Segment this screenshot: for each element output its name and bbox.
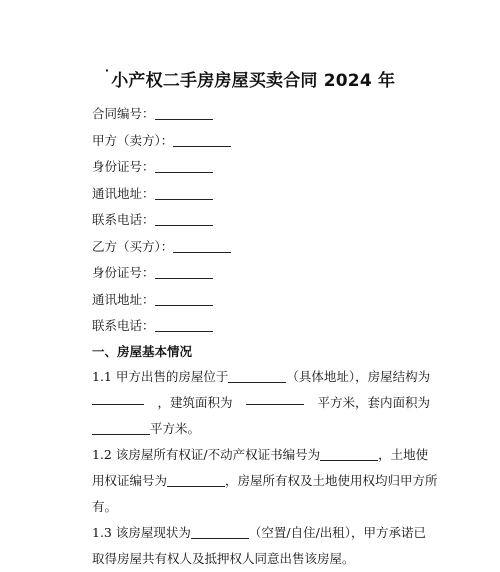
party-a-address-field (92, 184, 213, 202)
blank-line (92, 422, 150, 435)
paragraph-line (92, 416, 430, 442)
party-b-label: 乙方（买方）： (92, 239, 174, 254)
paragraph-1-1 (92, 364, 430, 442)
paragraph-line (92, 390, 430, 416)
party-b-id-blank (155, 266, 213, 279)
paragraph-text: （空置/自住/出租），甲方承诺已 (248, 525, 427, 540)
contract-number-label: 合同编号： (92, 106, 155, 121)
party-a-id-field (92, 157, 213, 175)
party-b-address-field (92, 290, 213, 308)
paragraph-text: 平方米。 (150, 421, 201, 436)
party-b-phone-field (92, 316, 213, 334)
paragraph-text: 1.3 该房屋现状为 (92, 525, 191, 540)
paragraph-text: （具体地址），房屋结构为 (286, 369, 431, 384)
paragraph-line (92, 494, 430, 520)
party-b-address-blank (155, 293, 213, 306)
party-a-phone-label: 联系电话： (92, 212, 155, 227)
party-b-id-label: 身份证号： (92, 265, 155, 280)
paragraph-text: ，建筑面积为 (157, 395, 233, 410)
party-a-id-label: 身份证号： (92, 159, 155, 174)
party-a-blank (173, 134, 231, 147)
title-dot: · (104, 64, 110, 77)
paragraph-1-2 (92, 442, 438, 520)
paragraph-text: 平方米，套内面积为 (317, 395, 430, 410)
party-a-phone-field (92, 210, 213, 228)
party-a-phone-blank (155, 213, 213, 226)
paragraph-line (92, 546, 430, 572)
paragraph-text: ，土地使 (378, 447, 429, 462)
party-a-address-blank (155, 187, 213, 200)
paragraph-text: ，房屋所有权及土地使用权均归甲方所 (225, 473, 438, 488)
party-b-address-label: 通讯地址： (92, 292, 155, 307)
paragraph-line (92, 520, 430, 546)
party-a-label: 甲方（卖方）： (92, 133, 174, 148)
section-heading: 一、房屋基本情况 (92, 344, 193, 359)
contract-number-field (92, 104, 213, 122)
paragraph-line (92, 442, 430, 468)
party-a-id-blank (155, 160, 213, 173)
blank-line (167, 474, 225, 487)
blank-line (92, 392, 144, 405)
party-b-blank (173, 240, 231, 253)
party-b-id-field (92, 263, 213, 281)
paragraph-text: 1.2 该房屋所有权证/不动产权证书编号为 (92, 447, 321, 462)
party-b-phone-blank (155, 319, 213, 332)
paragraph-text: 1.1 甲方出售的房屋位于 (92, 369, 229, 384)
paragraph-text: 用权证编号为 (92, 473, 168, 488)
party-a-address-label: 通讯地址： (92, 186, 155, 201)
paragraph-text: 取得房屋共有权人及抵押权人同意出售该房屋。 (92, 551, 355, 566)
paragraph-1-3 (92, 520, 430, 572)
paragraph-line (92, 468, 438, 494)
blank-line (228, 370, 286, 383)
party-b-field (92, 237, 231, 255)
blank-line (320, 448, 378, 461)
blank-line (246, 392, 304, 405)
blank-line (191, 526, 249, 539)
document-title (0, 66, 500, 91)
title-text: 小产权二手房房屋买卖合同 2024 年 (111, 71, 396, 91)
paragraph-line (92, 364, 430, 390)
party-b-phone-label: 联系电话： (92, 318, 155, 333)
paragraph-text: 有。 (92, 499, 118, 514)
contract-number-blank (155, 107, 213, 120)
party-a-field (92, 131, 231, 149)
